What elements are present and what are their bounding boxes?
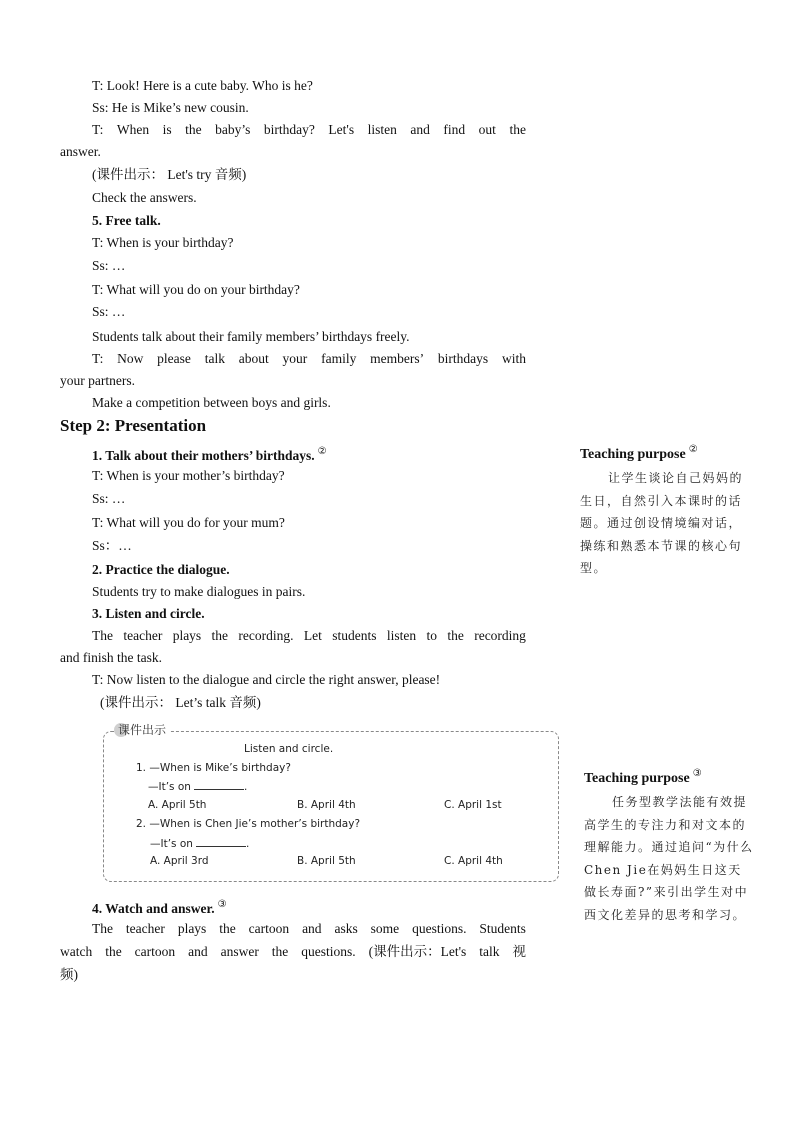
justified-line xyxy=(60,943,526,961)
word: 视 xyxy=(512,944,526,959)
word: recording xyxy=(474,628,526,643)
teaching-purpose-note xyxy=(584,768,754,926)
word: and xyxy=(410,122,430,137)
word: birthdays xyxy=(437,351,489,366)
word: questions. xyxy=(301,944,356,959)
dialogue-line: T: When is your mother’s birthday? xyxy=(92,468,285,483)
word: Students xyxy=(479,921,526,936)
instruction-line: Check the answers. xyxy=(92,190,197,205)
footnote-marker: ③ xyxy=(692,768,702,779)
word: The xyxy=(92,921,113,936)
word: (课件出示：Let's xyxy=(368,944,467,959)
note-text: 任务型教学法能有效提高学生的专注力和对文本的理解能力。通过追问“为什么Chen Jie在妈妈生日这天做长寿面?”来引出学生对中西文化差异的思考和学习。 xyxy=(584,795,754,922)
word: the xyxy=(219,921,236,936)
dialogue-line: your partners. xyxy=(60,373,135,388)
dialogue-line: Ss: … xyxy=(92,304,126,319)
slide-answer-line: —It’s on . xyxy=(150,838,250,850)
justified-line xyxy=(92,350,526,368)
word: students xyxy=(332,628,377,643)
word: When xyxy=(116,122,150,137)
word: listen xyxy=(386,628,417,643)
word: about xyxy=(238,351,269,366)
word: cartoon xyxy=(134,944,176,959)
word: the xyxy=(509,122,526,137)
instruction-line: Students try to make dialogues in pairs. xyxy=(92,584,306,599)
answer-blank xyxy=(194,780,244,790)
word: The xyxy=(92,628,113,643)
slide-option: A. April 5th xyxy=(148,799,207,811)
word: members’ xyxy=(370,351,425,366)
word: Let's xyxy=(328,122,355,137)
courseware-slide xyxy=(103,723,559,882)
dialogue-line: T: Now listen to the dialogue and circle the right answer, please! xyxy=(92,672,441,687)
dialogue-line: T: What will you do on your birthday? xyxy=(92,282,300,297)
footnote-marker: ② xyxy=(317,446,327,457)
instruction-line: Students talk about their family members’ birthdays freely. xyxy=(92,329,410,344)
word: watch xyxy=(60,944,93,959)
word: the xyxy=(105,944,122,959)
answer-prefix: —It’s on xyxy=(148,781,191,793)
step-heading: Step 2: Presentation xyxy=(60,416,207,435)
word: Let xyxy=(303,628,322,643)
word: listen xyxy=(367,122,397,137)
word: T: xyxy=(92,122,104,137)
word: plays xyxy=(177,921,207,936)
courseware-note: (课件出示： Let’s talk 音频) xyxy=(100,695,261,710)
dialogue-line: Ss: He is Mike’s new cousin. xyxy=(92,100,249,115)
dialogue-line: Ss: … xyxy=(92,491,126,506)
section-heading xyxy=(92,443,327,465)
word: the xyxy=(185,122,202,137)
word: teacher xyxy=(125,921,165,936)
note-title xyxy=(580,444,750,463)
word: and xyxy=(302,921,322,936)
slide-question: 1. —When is Mike’s birthday? xyxy=(136,762,291,774)
footnote-marker: ③ xyxy=(217,899,227,910)
answer-blank xyxy=(196,837,246,847)
word: family xyxy=(321,351,357,366)
word: plays xyxy=(172,628,202,643)
word: with xyxy=(501,351,526,366)
slide-tag-label: 课件出示 xyxy=(118,723,167,737)
word: the xyxy=(447,628,464,643)
teaching-purpose-note xyxy=(580,444,750,580)
justified-line xyxy=(92,121,526,139)
word: recording. xyxy=(238,628,294,643)
instruction-line: and finish the task. xyxy=(60,650,162,665)
word: the xyxy=(271,944,289,959)
section-heading-text: 1. Talk about their mothers’ birthdays. xyxy=(92,448,315,463)
note-title-text: Teaching purpose xyxy=(584,771,690,786)
slide-option: C. April 1st xyxy=(444,799,502,811)
slide-answer-line: —It’s on . xyxy=(148,781,248,793)
word: T: xyxy=(92,351,104,366)
dialogue-line: answer. xyxy=(60,144,101,159)
word: some xyxy=(370,921,400,936)
slide-option: B. April 4th xyxy=(297,799,356,811)
word: birthday? xyxy=(263,122,315,137)
word: to xyxy=(426,628,437,643)
word: the xyxy=(211,628,229,643)
answer-prefix: —It’s on xyxy=(150,838,193,850)
dialogue-line: T: What will you do for your mum? xyxy=(92,515,285,530)
word: find xyxy=(443,122,466,137)
word: Now xyxy=(117,351,144,366)
instruction-line: 频) xyxy=(60,967,78,982)
word: answer xyxy=(220,944,259,959)
word: please xyxy=(157,351,191,366)
word: is xyxy=(162,122,172,137)
slide-option: B. April 5th xyxy=(297,855,356,867)
word: your xyxy=(282,351,308,366)
word: teacher xyxy=(123,628,163,643)
word: talk xyxy=(204,351,225,366)
instruction-line: Make a competition between boys and girls. xyxy=(92,395,331,410)
word: and xyxy=(188,944,208,959)
section-heading: 2. Practice the dialogue. xyxy=(92,562,230,577)
dialogue-line: T: When is your birthday? xyxy=(92,235,234,250)
note-title xyxy=(584,768,754,787)
dialogue-line: T: Look! Here is a cute baby. Who is he? xyxy=(92,78,313,93)
slide-option: A. April 3rd xyxy=(150,855,209,867)
word: baby’s xyxy=(215,122,251,137)
section-heading: 5. Free talk. xyxy=(92,213,161,228)
slide-tag xyxy=(114,721,170,738)
word: out xyxy=(478,122,496,137)
justified-line xyxy=(92,920,526,938)
word: asks xyxy=(334,921,358,936)
courseware-note: (课件出示： Let's try 音频) xyxy=(92,167,247,182)
note-text: 让学生谈论自己妈妈的生日，自然引入本课时的话题。通过创设情境编对话，操练和熟悉本节课的核心句型。 xyxy=(580,471,744,575)
slide-title: Listen and circle. xyxy=(244,743,334,755)
section-heading: 3. Listen and circle. xyxy=(92,606,205,621)
slide-option: C. April 4th xyxy=(444,855,503,867)
word: cartoon xyxy=(248,921,290,936)
dialogue-line: Ss: … xyxy=(92,258,126,273)
word: talk xyxy=(479,944,500,959)
section-heading-text: 4. Watch and answer. xyxy=(92,901,215,916)
section-heading xyxy=(92,896,227,918)
word: questions. xyxy=(412,921,467,936)
footnote-marker: ② xyxy=(688,444,698,455)
dialogue-line: Ss：… xyxy=(92,538,132,553)
note-title-text: Teaching purpose xyxy=(580,447,686,462)
justified-line xyxy=(92,627,526,645)
slide-question: 2. —When is Chen Jie’s mother’s birthday? xyxy=(136,818,361,830)
